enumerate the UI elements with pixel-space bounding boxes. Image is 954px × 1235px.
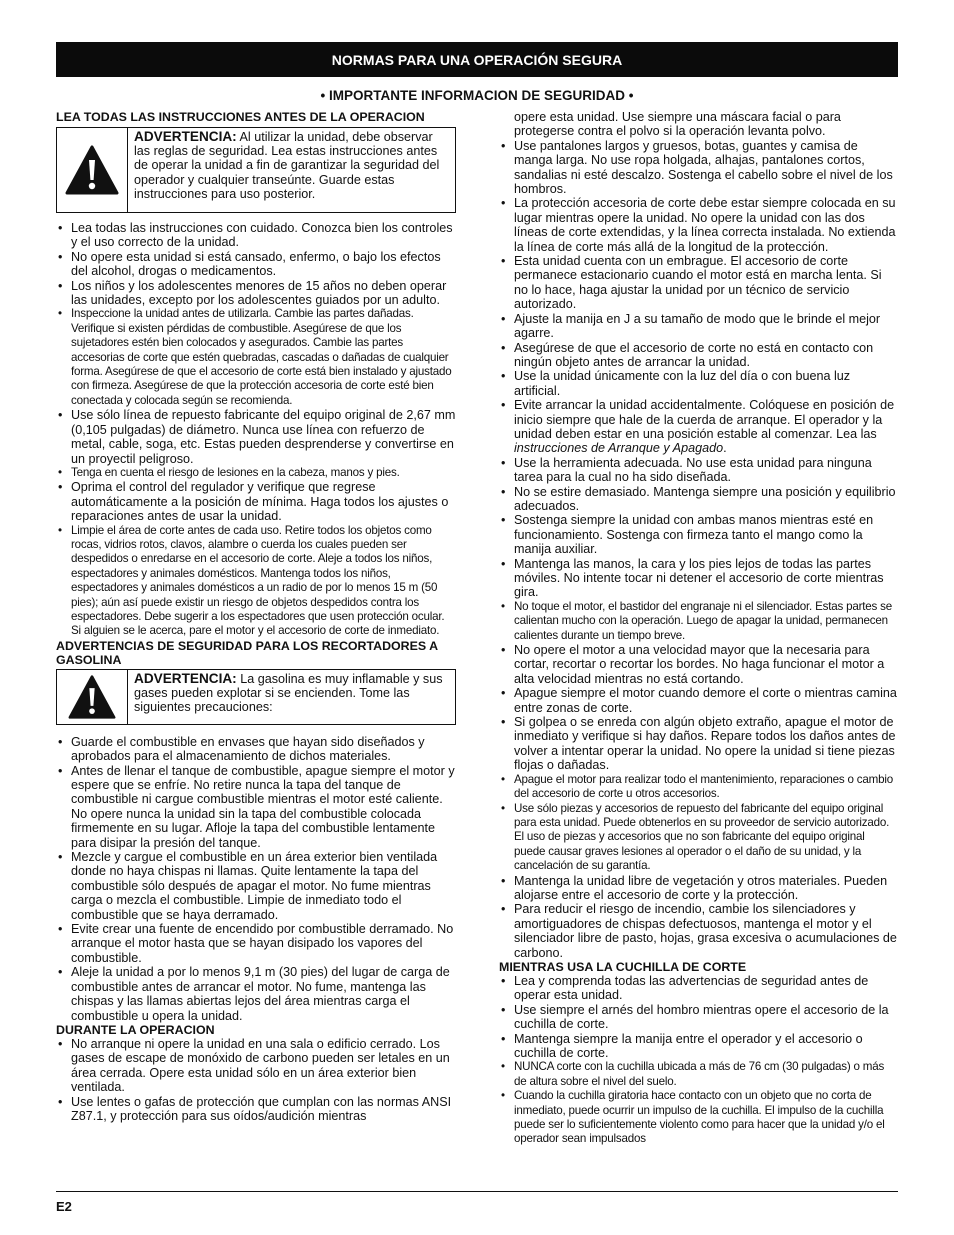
heading-cutting-blade: MIENTRAS USA LA CUCHILLA DE CORTE bbox=[499, 959, 747, 974]
list-item: • Mantenga siempre la manija entre el operador y el accesorio o cuchilla de corte. bbox=[499, 1032, 898, 1061]
list-item: • Oprima el control del regulador y verifique que regrese automáticamente a la posición de mínima. Haga todos los ajustes o reparaciones antes de usar la unidad. bbox=[56, 480, 456, 523]
list-item: • Use siempre el arnés del hombro mientras opere el accesorio de la cuchilla de corte. bbox=[499, 1003, 898, 1032]
list-item: • Tenga en cuenta el riesgo de lesiones en la cabeza, manos y pies. bbox=[56, 466, 456, 480]
section-title: NORMAS PARA UNA OPERACIÓN SEGURA bbox=[331, 51, 623, 68]
list-item: • Antes de llenar el tanque de combustible, apague siempre el motor y espere que se enfríe. No retire nunca la tapa del tanque de combustible ni cargue combustible mientras el motor esté caliente. No opere nunca la unidad sin la tapa del combustible colocada firmemente en su lugar. Afloje la tapa del combustible lentamente para disipar la presión del tanque. bbox=[56, 764, 456, 850]
list-item: • No arranque ni opere la unidad en una sala o edificio cerrado. Los gases de escape de monóxido de carbono pueden ser letales en un área cerrada. Opere esta unidad sólo en un área exterior bien ventilada. bbox=[56, 1037, 456, 1095]
warning-body: La gasolina es muy inflamable y sus gases pueden explotar si se encienden. Tome las siguientes precauciones: bbox=[134, 671, 443, 715]
warning-icon-cell bbox=[57, 128, 128, 212]
continued-text: opere esta unidad. Use siempre una máscara facial o para protegerse contra el polvo si la operación levanta polvo. bbox=[514, 110, 841, 139]
list-item: • Use lentes o gafas de protección que cumplan con las normas ANSI Z87.1, y protección para sus oídos/audición mientras bbox=[56, 1095, 456, 1124]
heading-during-operation: DURANTE LA OPERACION bbox=[56, 1022, 215, 1037]
list-item: • La protección accesoria de corte debe estar siempre colocada en su lugar mientras opere la unidad. No opere la unidad con las dos líneas de corte extendidas, y la línea correcta instalada. No extienda la línea de corte más allá de la longitud de la protección. bbox=[499, 196, 898, 254]
list-item: • Cuando la cuchilla giratoria hace contacto con un objeto que no corta de inmediato, puede ocurrir un impulso de la cuchilla. El impulso de la cuchilla puede ser lo suficientemente violento como para hacer que la unidad y/o el operador sean impulsados bbox=[499, 1089, 898, 1147]
heading-gasoline-warnings: ADVERTENCIAS DE SEGURIDAD PARA LOS RECORTADORES A GASOLINA bbox=[56, 638, 438, 667]
list-item: • No toque el motor, el bastidor del engranaje ni el silenciador. Estas partes se calientan mucho con la operación. Luego de apagar la unidad, permanecen calientes durante un tiempo breve. bbox=[499, 600, 898, 643]
blade-safety-list bbox=[499, 974, 898, 1147]
warning-label: ADVERTENCIA: bbox=[134, 670, 237, 686]
list-item: • Mantenga la unidad libre de vegetación y otros materiales. Pueden alojarse entre el accesorio de corte y la protección. bbox=[499, 874, 898, 903]
list-item: • Evite crear una fuente de encendido por combustible derramado. No arranque el motor hasta que se hayan disipado los vapores del combustible. bbox=[56, 922, 456, 965]
warning-text bbox=[128, 670, 455, 724]
start-text-end: . bbox=[723, 441, 727, 456]
list-item: • Sostenga siempre la unidad con ambas manos mientras esté en funcionamiento. Sostenga con firmeza tanto el mango como la manija auxiliar. bbox=[499, 513, 898, 556]
list-item: • Ajuste la manija en J a su tamaño de modo que le brinde el mejor agarre. bbox=[499, 312, 898, 341]
list-item: • Limpie el área de corte antes de cada uso. Retire todos los objetos como rocas, vidrios rotos, clavos, alambre o cuerda los cuales pueden ser despedidos o enredarse en el accesorio de corte. Aleje a todos los niños, espectadores y animales domésticos. Mantenga todos los niños, espectadores y animales domésticos a un radio de por lo menos 15 m (50 pies); aún así puede existir un riesgo de objetos despedidos contra los espectadores. Debe sugerir a los espectadores que usen protección ocular. Si alguien se le acerca, pare el motor y el accesorio de corte de inmediato. bbox=[56, 524, 456, 639]
heading-read-instructions: LEA TODAS LAS INSTRUCCIONES ANTES DE LA OPERACION bbox=[56, 110, 425, 124]
start-text: Evite arrancar la unidad accidentalmente. Colóquese en posición de inicio siempre que hale de la cuerda de arranque. El operador y la unidad deben estar en una posición estable al comenzar. Lea las bbox=[514, 398, 895, 441]
list-item: • Mezcle y cargue el combustible en un área exterior bien ventilada donde no haya chispas ni llamas. Quite lentamente la tapa del combustible sólo después de apagar el motor. No fume mientras carga o mezcla el combustible. Limpie de inmediato todo el combustible que se haya derramado. bbox=[56, 850, 456, 922]
list-item: • Aleje la unidad a por lo menos 9,1 m (30 pies) del lugar de carga de combustible antes de arrancar el motor. No fume, mantenga las chispas y las llamas abiertas lejos del área mientras carga el combustible u opera la unidad. bbox=[56, 965, 456, 1023]
warning-box-gasoline bbox=[56, 669, 456, 725]
list-item: • Los niños y los adolescentes menores de 15 años no deben operar las unidades, excepto por los adolescentes guiados por un adulto. bbox=[56, 279, 456, 308]
page-number: E2 bbox=[56, 1199, 72, 1214]
warning-body: Al utilizar la unidad, debe observar las reglas de seguridad. Lea estas instrucciones antes de operar la unidad a fin de garantizar la seguridad del operador y cualquier transeúnte. Guarde estas instrucciones para uso posterior. bbox=[134, 130, 440, 201]
gasoline-safety-list bbox=[56, 735, 456, 1023]
warning-label: ADVERTENCIA: bbox=[134, 129, 237, 144]
list-item: • Use sólo línea de repuesto fabricante del equipo original de 2,67 mm (0,105 pulgadas) de diámetro. Nunca use línea con refuerzo de metal, cable, soga, etc. Estas pueden desprenderse y convertirse en un proyectil peligroso. bbox=[56, 408, 456, 466]
list-item: • No se estire demasiado. Mantenga siempre una posición y equilibrio adecuados. bbox=[499, 485, 898, 514]
general-safety-list bbox=[56, 221, 456, 639]
list-item: • Apague siempre el motor cuando demore el corte o mientras camina entre zonas de corte. bbox=[499, 686, 898, 715]
list-item: • Mantenga las manos, la cara y los pies lejos de todas las partes móviles. No intente tocar ni detener el accesorio de corte mientras gira. bbox=[499, 557, 898, 600]
list-item: • NUNCA corte con la cuchilla ubicada a más de 76 cm (30 pulgadas) o más de altura sobre el nivel del suelo. bbox=[499, 1060, 898, 1089]
list-item: • Use la unidad únicamente con la luz del día o con buena luz artificial. bbox=[499, 369, 898, 398]
list-item: • Guarde el combustible en envases que hayan sido diseñados y aprobados para el almacenamiento de dichos materiales. bbox=[56, 735, 456, 764]
operation-safety-list-continued bbox=[499, 139, 898, 960]
list-item: • Use sólo piezas y accesorios de repuesto del fabricante del equipo original para esta unidad. Puede obtenerlos en su proveedor de servicio autorizado. El uso de piezas y accesorios que no son fabricante del equipo original puede causar graves lesiones al operador o el daño de su unidad, y la cancelación de su garantía. bbox=[499, 802, 898, 874]
list-item: • Use pantalones largos y gruesos, botas, guantes y camisa de manga larga. No use ropa holgada, alhajas, pantalones cortos, sandalias ni esté descalzo. Sostenga el cabello sobre el nivel de los hombros. bbox=[499, 139, 898, 197]
footer-divider bbox=[56, 1191, 898, 1192]
list-item bbox=[499, 398, 898, 456]
right-column bbox=[499, 110, 898, 1147]
page-subtitle: • IMPORTANTE INFORMACION DE SEGURIDAD • bbox=[320, 88, 634, 103]
section-header bbox=[56, 42, 898, 77]
list-item: • Si golpea o se enreda con algún objeto extraño, apague el motor de inmediato y verifique si hay daños. Repare todos los daños antes de volver a intentar operar la unidad. No opere la unidad si tiene piezas flojas o dañadas. bbox=[499, 715, 898, 773]
warning-text bbox=[128, 128, 455, 212]
list-item: • Lea y comprenda todas las advertencias de seguridad antes de operar esta unidad. bbox=[499, 974, 898, 1003]
warning-triangle-icon bbox=[66, 674, 118, 720]
list-item: • No opere esta unidad si está cansado, enfermo, o bajo los efectos del alcohol, drogas o medicamentos. bbox=[56, 250, 456, 279]
list-item: • Esta unidad cuenta con un embrague. El accesorio de corte permanece estacionario cuando el motor está en marcha lenta. Si no lo hace, haga ajustar la unidad por un técnico de servicio autorizado. bbox=[499, 254, 898, 312]
operation-safety-list bbox=[56, 1037, 456, 1123]
list-item: • Use la herramienta adecuada. No use esta unidad para ninguna tarea para la cual no ha sido diseñada. bbox=[499, 456, 898, 485]
list-item: • Inspeccione la unidad antes de utilizarla. Cambie las partes dañadas. Verifique si existen pérdidas de combustible. Asegúrese de que los sujetadores estén bien colocados y asegurados. Cambie las partes accesorias de corte que estén quebradas, cascadas o dañadas de cualquier forma. Asegúrese de que el accesorio de corte está bien instalado y ajustado con firmeza. Asegúrese de que la protección accesoria de corte esté bien conectada y colocada según se recomienda. bbox=[56, 307, 456, 408]
list-item: • Lea todas las instrucciones con cuidado. Conozca bien los controles y el uso correcto de la unidad. bbox=[56, 221, 456, 250]
list-item: • No opere el motor a una velocidad mayor que la necesaria para cortar, recortar o recortar los bordes. No haga funcionar el motor a alta velocidad mientras no está cortando. bbox=[499, 643, 898, 686]
list-item: • Apague el motor para realizar todo el mantenimiento, reparaciones o cambio del accesorio de corte u otros accesorios. bbox=[499, 773, 898, 802]
start-instructions-reference: instrucciones de Arranque y Apagado bbox=[514, 441, 724, 456]
warning-icon-cell bbox=[57, 670, 128, 724]
warning-triangle-icon bbox=[64, 144, 120, 196]
left-column bbox=[56, 110, 456, 1123]
list-item: • Para reducir el riesgo de incendio, cambie los silenciadores y amortiguadores de chispas defectuosos, mantenga el motor y el silenciador libre de pasto, hojas, grasa excesiva o acumulaciones de carbono. bbox=[499, 902, 898, 960]
warning-box-general bbox=[56, 127, 456, 213]
list-item: • Asegúrese de que el accesorio de corte no está en contacto con ningún objeto antes de arrancar la unidad. bbox=[499, 341, 898, 370]
